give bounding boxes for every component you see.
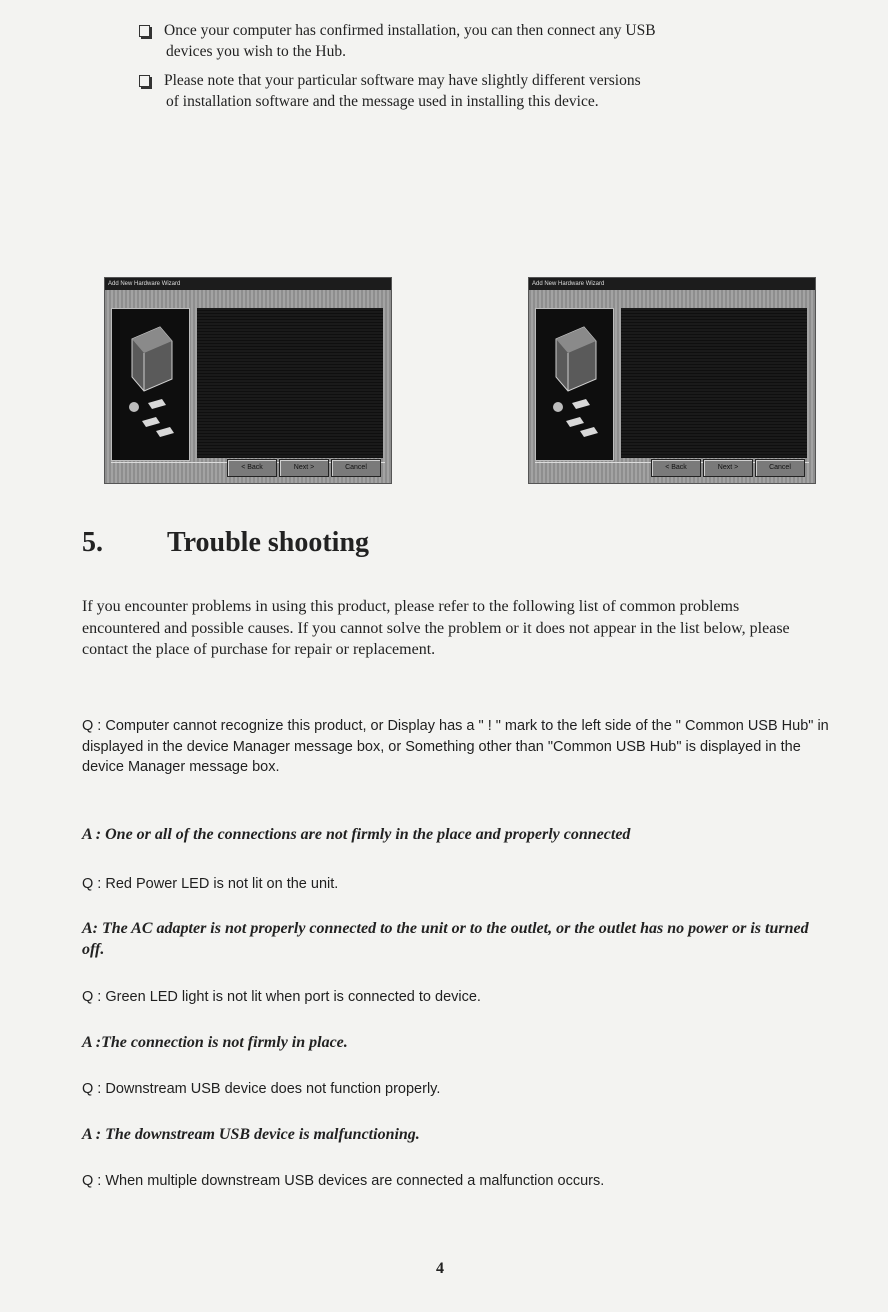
- page-number: 4: [436, 1260, 444, 1277]
- question-text: Q : Red Power LED is not lit on the unit.: [82, 876, 339, 892]
- hardware-illustration-icon: [112, 309, 189, 460]
- intro-paragraph: If you encounter problems in using this product, please refer to the following list of common problems encountered and possible causes. If you cannot solve the problem or it does not appear in the list below, please contact the place of purchase for repair or replacement.: [82, 598, 790, 658]
- hardware-illustration-icon: [536, 309, 613, 460]
- bullet-text-line2: of installation software and the message used in installing this device.: [166, 93, 599, 110]
- checkbox-bullet-icon: [139, 75, 150, 87]
- wizard-illustration: [111, 308, 190, 461]
- wizard-title-bar: Add New Hardware Wizard: [529, 278, 815, 290]
- back-button[interactable]: < Back: [227, 459, 277, 477]
- back-button[interactable]: < Back: [651, 459, 701, 477]
- wizard-screenshot: [104, 277, 392, 484]
- wizard-illustration: [535, 308, 614, 461]
- bullet-item: [146, 20, 826, 62]
- question-text: Q : Green LED light is not lit when port is connected to device.: [82, 989, 481, 1005]
- bullet-text-line2: devices you wish to the Hub.: [166, 43, 346, 60]
- section-number: 5.: [82, 527, 103, 558]
- wizard-title-bar: Add New Hardware Wizard: [105, 278, 391, 290]
- wizard-screenshot: [528, 277, 816, 484]
- question-text: Q : Computer cannot recognize this product, or Display has a " ! " mark to the left side of the " Common USB Hub" in displayed in the device Manager message box, or Something other than "Common USB Hub" is displayed in the device Manager message box.: [82, 718, 829, 775]
- answer-text: A: The AC adapter is not properly connected to the unit or to the outlet, or the outlet has no power or is turned off.: [82, 920, 809, 958]
- wizard-button-row: [227, 459, 381, 477]
- question-text: Q : Downstream USB device does not function properly.: [82, 1081, 441, 1097]
- answer-text: A :The connection is not firmly in place.: [82, 1034, 348, 1051]
- section-title: Trouble shooting: [167, 527, 370, 558]
- wizard-body: [105, 290, 391, 483]
- next-button[interactable]: Next >: [279, 459, 329, 477]
- bullet-item: [146, 70, 826, 112]
- wizard-content-area: [621, 308, 807, 458]
- wizard-body: [529, 290, 815, 483]
- next-button[interactable]: Next >: [703, 459, 753, 477]
- bullet-text-line1: Once your computer has confirmed installation, you can then connect any USB: [164, 22, 656, 39]
- wizard-button-row: [651, 459, 805, 477]
- cancel-button[interactable]: Cancel: [331, 459, 381, 477]
- cancel-button[interactable]: Cancel: [755, 459, 805, 477]
- checkbox-bullet-icon: [139, 25, 150, 37]
- bullet-text-line1: Please note that your particular software may have slightly different versions: [164, 72, 641, 89]
- answer-text: A : The downstream USB device is malfunctioning.: [82, 1126, 420, 1143]
- question-text: Q : When multiple downstream USB devices are connected a malfunction occurs.: [82, 1173, 605, 1189]
- answer-text: A : One or all of the connections are not firmly in the place and properly connected: [82, 826, 631, 843]
- wizard-content-area: [197, 308, 383, 458]
